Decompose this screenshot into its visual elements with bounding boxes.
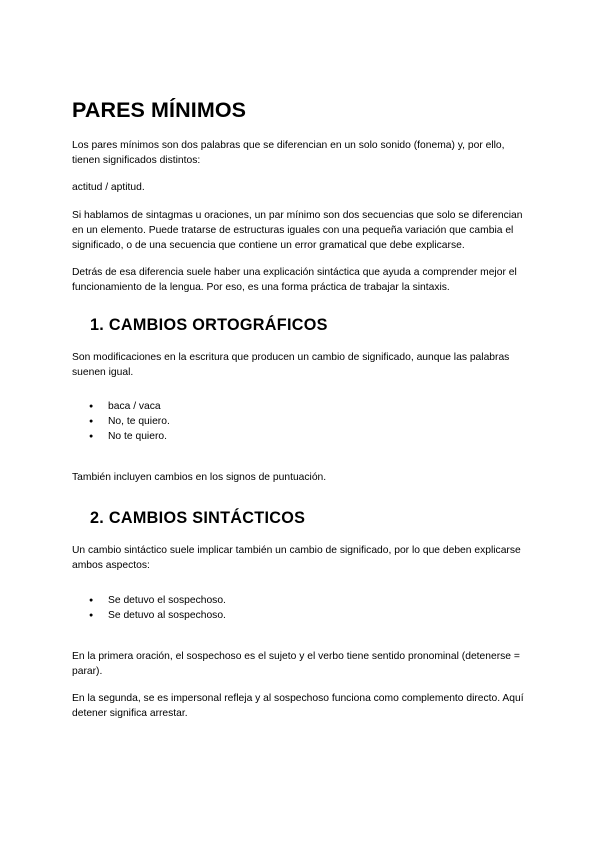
intro-example: actitud / aptitud.	[72, 182, 145, 194]
document-page	[72, 96, 528, 733]
list-item: ● Se detuvo el sospechoso.	[89, 593, 528, 608]
intro-paragraph-2: Si hablamos de sintagmas u oraciones, un par mínimo son dos secuencias que solo se diferencian en un elemento. Puede tratarse de estructuras iguales con una pequeña variación que cambia el significado, o de una secuencia que contiene un error gramatical que debe explicarse.	[72, 209, 523, 252]
section-2-after-1: En la primera oración, el sospechoso es el sujeto y el verbo tiene sentido pronominal (detenerse = parar).	[72, 650, 520, 677]
list-item: ● No, te quiero.	[89, 414, 528, 429]
intro-paragraph-1: Los pares mínimos son dos palabras que se diferencian en un solo sonido (fonema) y, por ello, tienen significados distintos:	[72, 140, 505, 167]
section-2-bullet-list	[72, 593, 528, 623]
list-item: ● No te quiero.	[89, 429, 528, 444]
section-2-lead: Un cambio sintáctico suele implicar también un cambio de significado, por lo que deben explicarse ambos aspectos:	[72, 545, 521, 572]
section-1-lead: Son modificaciones en la escritura que producen un cambio de significado, aunque las palabras suenen igual.	[72, 351, 510, 378]
list-item: ● Se detuvo al sospechoso.	[89, 608, 528, 623]
section-heading-sintacticos: 2. CAMBIOS SINTÁCTICOS	[90, 509, 306, 528]
intro-paragraph-3: Detrás de esa diferencia suele haber una explicación sintáctica que ayuda a comprender mejor el funcionamiento de la lengua. Por eso, es una forma práctica de trabajar la sintaxis.	[72, 267, 517, 294]
list-item: ● baca / vaca	[89, 399, 528, 414]
section-1-bullet-list	[72, 399, 528, 444]
section-heading-ortograficos: 1. CAMBIOS ORTOGRÁFICOS	[90, 315, 328, 334]
section-2-after-2: En la segunda, se es impersonal refleja y al sospechoso funciona como complemento directo. Aquí detener significa arrestar.	[72, 693, 524, 720]
section-1-after: También incluyen cambios en los signos de puntuación.	[72, 472, 327, 484]
page-title: PARES MÍNIMOS	[72, 98, 247, 122]
